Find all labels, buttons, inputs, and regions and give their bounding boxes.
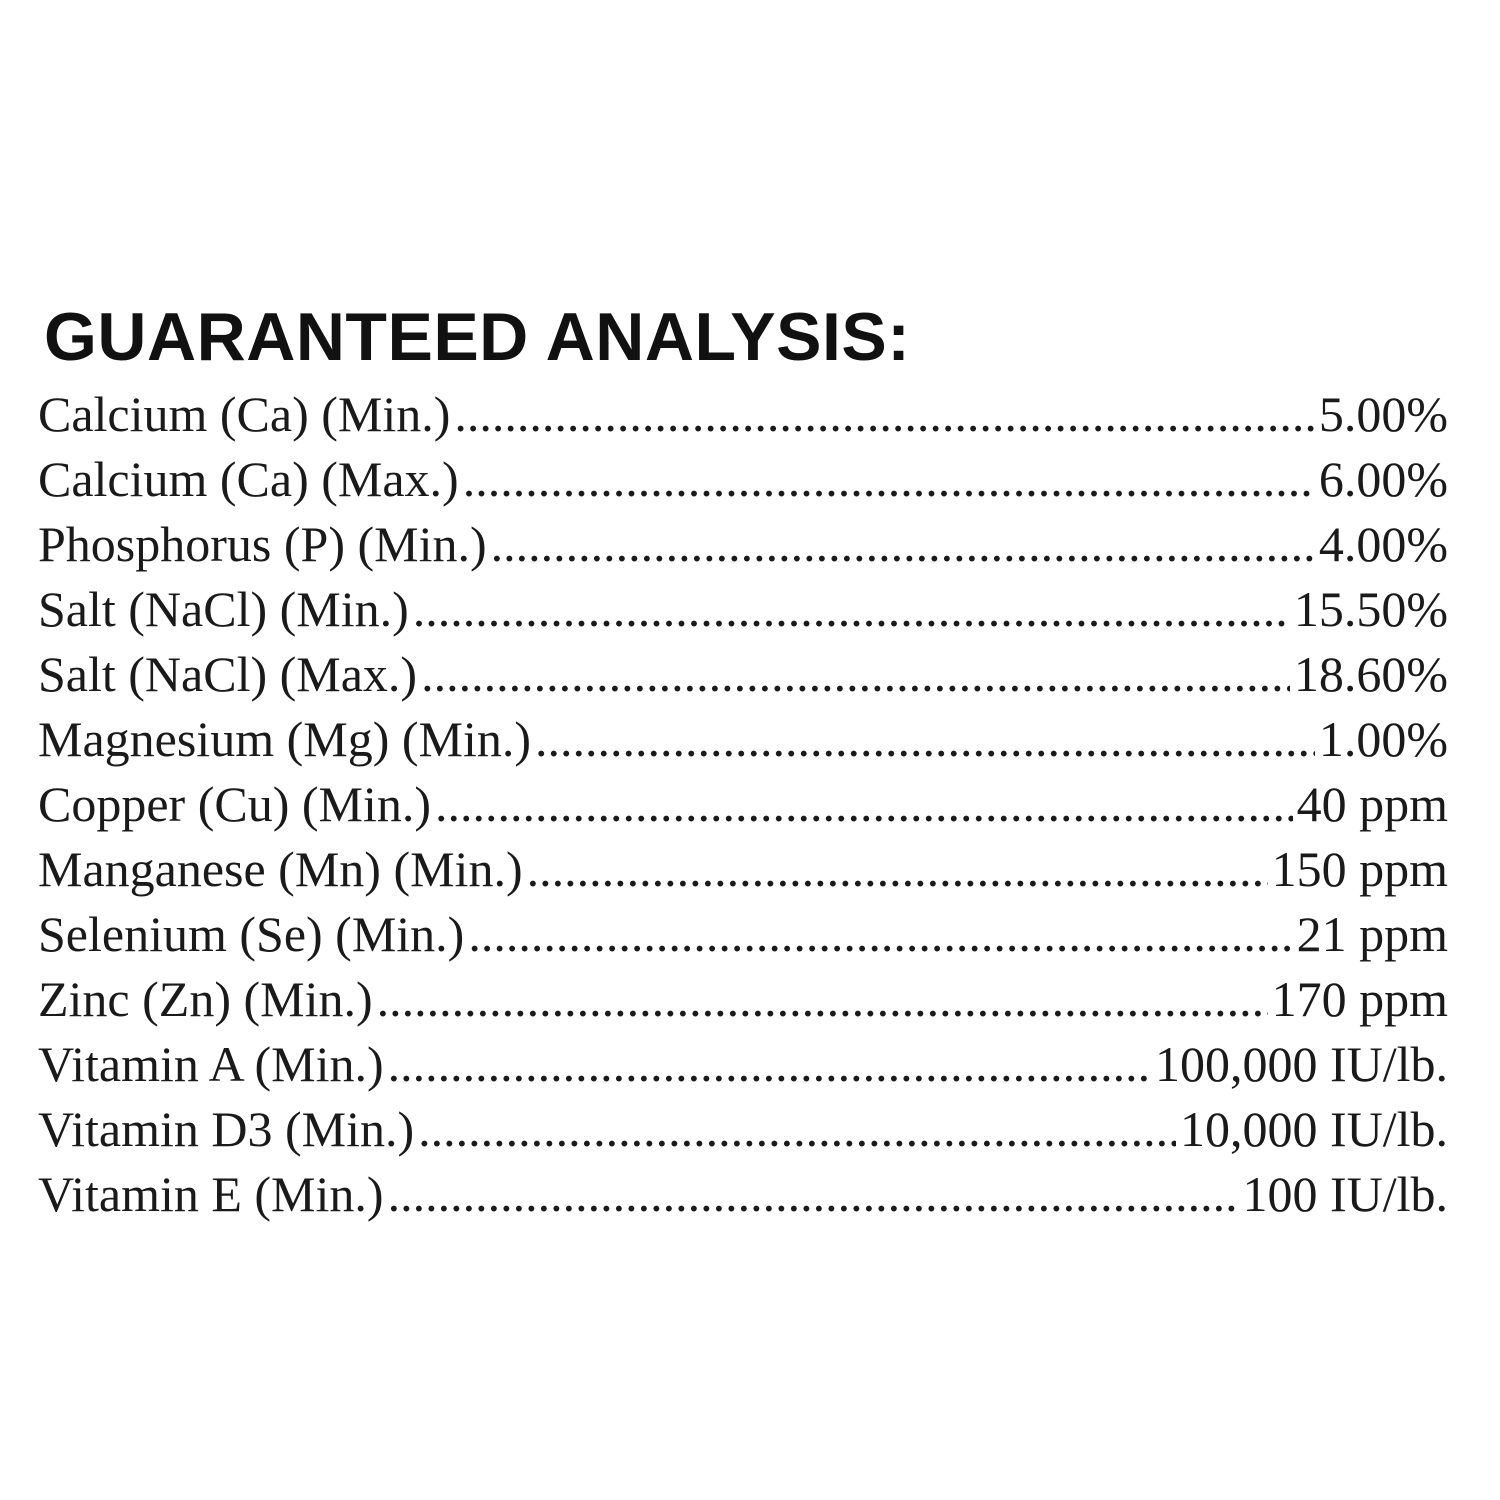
list-item	[38, 447, 1448, 512]
analysis-list	[38, 382, 1448, 1227]
dot-leader	[421, 642, 1290, 707]
dot-leader	[463, 447, 1315, 512]
dot-leader	[454, 382, 1314, 447]
list-item	[38, 512, 1448, 577]
nutrient-value: 4.00%	[1318, 516, 1448, 572]
nutrient-label: Magnesium (Mg) (Min.)	[38, 711, 531, 767]
dot-leader	[535, 707, 1315, 772]
nutrient-value: 6.00%	[1318, 451, 1448, 507]
nutrient-value: 40 ppm	[1296, 776, 1448, 832]
nutrient-label: Vitamin D3 (Min.)	[38, 1101, 415, 1157]
nutrient-label: Zinc (Zn) (Min.)	[38, 971, 373, 1027]
list-item	[38, 837, 1448, 902]
list-item	[38, 1097, 1448, 1162]
nutrient-value: 18.60%	[1293, 646, 1448, 702]
list-item	[38, 577, 1448, 642]
nutrient-label: Salt (NaCl) (Max.)	[38, 646, 418, 702]
dot-leader	[468, 902, 1292, 967]
dot-leader	[418, 1097, 1176, 1162]
dot-leader	[527, 837, 1268, 902]
dot-leader	[377, 967, 1268, 1032]
nutrient-value: 150 ppm	[1271, 841, 1448, 897]
nutrient-label: Vitamin A (Min.)	[38, 1036, 384, 1092]
dot-leader	[435, 772, 1293, 837]
nutrient-label: Salt (NaCl) (Min.)	[38, 581, 409, 637]
list-item	[38, 382, 1448, 447]
dot-leader	[388, 1162, 1239, 1227]
dot-leader	[491, 512, 1315, 577]
nutrient-label: Copper (Cu) (Min.)	[38, 776, 431, 832]
list-item	[38, 772, 1448, 837]
list-item	[38, 1162, 1448, 1227]
nutrient-label: Selenium (Se) (Min.)	[38, 906, 465, 962]
nutrient-label: Phosphorus (P) (Min.)	[38, 516, 487, 572]
nutrient-value: 100 IU/lb.	[1242, 1166, 1448, 1222]
list-item	[38, 642, 1448, 707]
nutrient-label: Calcium (Ca) (Min.)	[38, 386, 451, 442]
nutrient-value: 5.00%	[1318, 386, 1448, 442]
dot-leader	[388, 1032, 1151, 1097]
nutrient-value: 170 ppm	[1271, 971, 1448, 1027]
nutrient-label: Calcium (Ca) (Max.)	[38, 451, 459, 507]
nutrient-value: 1.00%	[1318, 711, 1448, 767]
list-item	[38, 707, 1448, 772]
page-title: GUARANTEED ANALYSIS:	[44, 299, 911, 375]
dot-leader	[413, 577, 1290, 642]
list-item	[38, 1032, 1448, 1097]
nutrient-value: 15.50%	[1293, 581, 1448, 637]
list-item	[38, 902, 1448, 967]
nutrient-label: Vitamin E (Min.)	[38, 1166, 384, 1222]
nutrient-label: Manganese (Mn) (Min.)	[38, 841, 523, 897]
list-item	[38, 967, 1448, 1032]
nutrient-value: 10,000 IU/lb.	[1179, 1101, 1448, 1157]
nutrient-value: 21 ppm	[1296, 906, 1448, 962]
nutrient-value: 100,000 IU/lb.	[1154, 1036, 1448, 1092]
